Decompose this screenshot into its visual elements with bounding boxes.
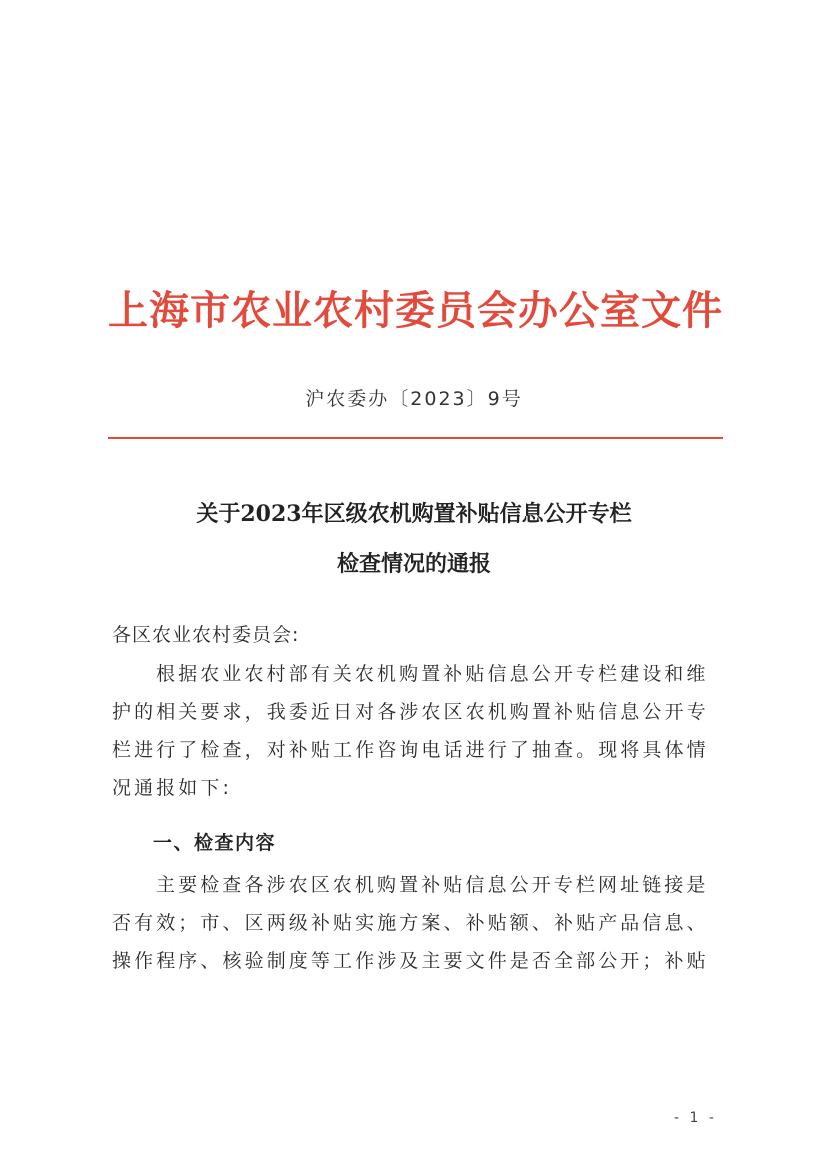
document-masthead: 上海市农业农村委员会办公室文件 bbox=[108, 287, 723, 334]
document-title-line-2: 检查情况的通报 bbox=[336, 551, 491, 577]
document-title-line-1: 关于2023年区级农机购置补贴信息公开专栏 bbox=[196, 501, 632, 527]
page-number: - 1 - bbox=[674, 1110, 717, 1126]
red-separator-line bbox=[108, 437, 723, 439]
paragraph-line: 护的相关要求，我委近日对各涉农区农机购置补贴信息公开专 bbox=[112, 701, 709, 723]
paragraph-line: 否有效；市、区两级补贴实施方案、补贴额、补贴产品信息、 bbox=[112, 912, 709, 934]
paragraph-line: 根据农业农村部有关农机购置补贴信息公开专栏建设和维 bbox=[156, 663, 709, 685]
salutation: 各区农业农村委员会: bbox=[112, 624, 300, 646]
paragraph-line: 主要检查各涉农区农机购置补贴信息公开专栏网址链接是 bbox=[156, 874, 709, 896]
paragraph-line: 栏进行了检查，对补贴工作咨询电话进行了抽查。现将具体情 bbox=[112, 739, 709, 761]
paragraph-line: 操作程序、核验制度等工作涉及主要文件是否全部公开；补贴 bbox=[112, 950, 709, 972]
paragraph-line: 况通报如下: bbox=[112, 777, 233, 799]
paragraph-intro bbox=[112, 655, 724, 807]
paragraph-inspection-content bbox=[112, 866, 724, 980]
document-number: 沪农委办〔2023〕9号 bbox=[305, 388, 523, 410]
section-heading: 一、检查内容 bbox=[153, 832, 277, 854]
